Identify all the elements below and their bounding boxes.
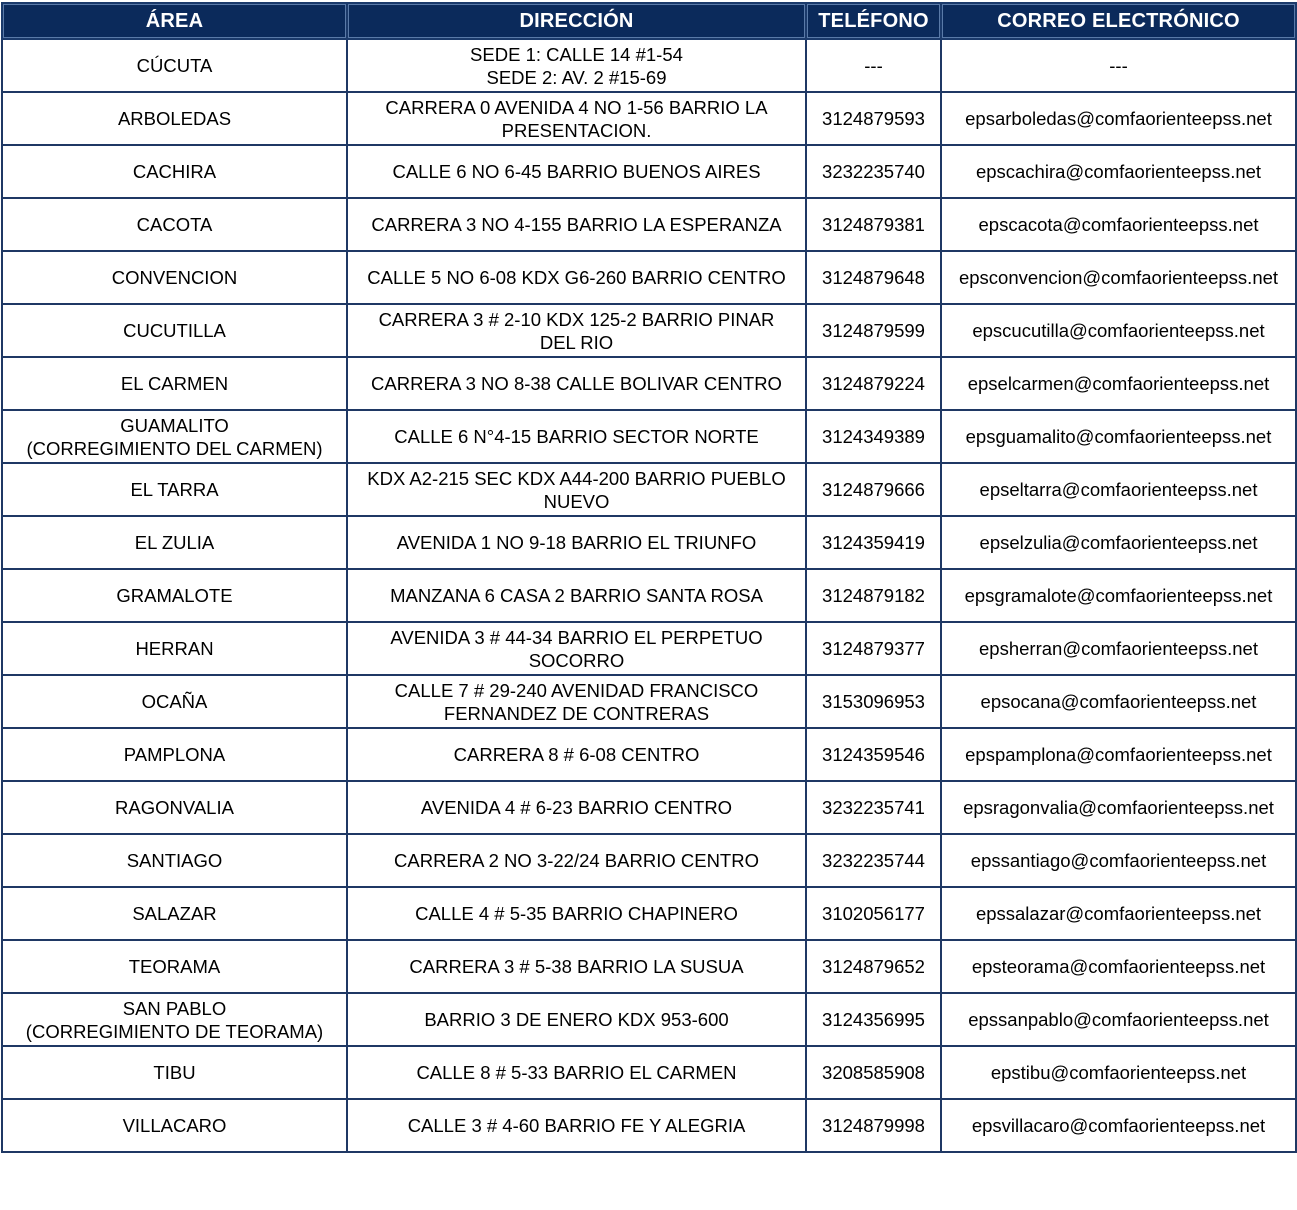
table-row: [2, 940, 1296, 993]
direccion-cell: [347, 993, 806, 1046]
direccion-cell: [347, 834, 806, 887]
area-cell-line: CUCUTILLA: [123, 320, 226, 341]
table-row: [2, 39, 1296, 92]
direccion-cell: [347, 622, 806, 675]
table-row: [2, 993, 1296, 1046]
table-row: [2, 304, 1296, 357]
table-row: [2, 251, 1296, 304]
direccion-cell-line: SEDE 2: AV. 2 #15-69: [486, 66, 667, 88]
direccion-cell-line: CARRERA 3 NO 4-155 BARRIO LA ESPERANZA: [371, 214, 782, 235]
area-cell: [2, 1046, 347, 1099]
table-header: [2, 3, 1296, 39]
area-cell-line: OCAÑA: [141, 691, 208, 712]
direccion-cell-line: CARRERA 0 AVENIDA 4 NO 1-56 BARRIO LA: [385, 96, 768, 118]
telefono-cell: 3102056177: [806, 887, 941, 940]
correo-cell[interactable]: epssantiago@comfaorienteepss.net: [941, 834, 1296, 887]
direccion-cell: [347, 569, 806, 622]
correo-cell[interactable]: epsragonvalia@comfaorienteepss.net: [941, 781, 1296, 834]
telefono-cell: 3232235740: [806, 145, 941, 198]
table-row: [2, 728, 1296, 781]
area-cell-line: RAGONVALIA: [115, 797, 234, 818]
direccion-cell-line: CALLE 5 NO 6-08 KDX G6-260 BARRIO CENTRO: [367, 267, 786, 288]
correo-cell[interactable]: epsconvencion@comfaorienteepss.net: [941, 251, 1296, 304]
telefono-cell: ---: [806, 39, 941, 92]
direccion-cell-line: AVENIDA 4 # 6-23 BARRIO CENTRO: [420, 797, 733, 818]
area-cell: [2, 516, 347, 569]
correo-cell: ---: [941, 39, 1296, 92]
direccion-cell-line: NUEVO: [543, 490, 610, 512]
telefono-cell: 3124349389: [806, 410, 941, 463]
direccion-cell-line: SEDE 1: CALLE 14 #1-54: [470, 43, 683, 65]
correo-cell[interactable]: epsocana@comfaorienteepss.net: [941, 675, 1296, 728]
direccion-cell: [347, 357, 806, 410]
direccion-cell-line: CARRERA 3 # 5-38 BARRIO LA SUSUA: [409, 956, 744, 977]
table-row: [2, 463, 1296, 516]
area-cell-line: SANTIAGO: [126, 850, 223, 871]
correo-cell[interactable]: epselcarmen@comfaorienteepss.net: [941, 357, 1296, 410]
direccion-cell-line: CARRERA 2 NO 3-22/24 BARRIO CENTRO: [394, 850, 759, 871]
area-cell-line: SAN PABLO: [122, 997, 227, 1019]
telefono-cell: 3124879998: [806, 1099, 941, 1152]
table-row: [2, 1046, 1296, 1099]
direccion-cell: [347, 92, 806, 145]
direccion-cell: [347, 1046, 806, 1099]
direccion-cell: [347, 410, 806, 463]
correo-cell[interactable]: epssalazar@comfaorienteepss.net: [941, 887, 1296, 940]
area-cell: [2, 834, 347, 887]
area-cell: [2, 781, 347, 834]
telefono-cell: 3124879381: [806, 198, 941, 251]
area-cell: [2, 304, 347, 357]
direccion-cell-line: MANZANA 6 CASA 2 BARRIO SANTA ROSA: [390, 585, 763, 606]
area-cell: [2, 463, 347, 516]
telefono-cell: 3124879666: [806, 463, 941, 516]
table-row: [2, 834, 1296, 887]
direccion-cell-line: CALLE 6 NO 6-45 BARRIO BUENOS AIRES: [392, 161, 761, 182]
correo-cell[interactable]: epsherran@comfaorienteepss.net: [941, 622, 1296, 675]
area-cell: [2, 1099, 347, 1152]
area-cell-line: ARBOLEDAS: [117, 108, 232, 129]
direccion-cell-line: AVENIDA 1 NO 9-18 BARRIO EL TRIUNFO: [396, 532, 757, 553]
direccion-cell: [347, 781, 806, 834]
telefono-cell: 3124356995: [806, 993, 941, 1046]
telefono-cell: 3153096953: [806, 675, 941, 728]
direccion-cell-line: FERNANDEZ DE CONTRERAS: [443, 702, 710, 724]
header-area: ÁREA: [2, 3, 347, 39]
direccion-cell-line: CALLE 4 # 5-35 BARRIO CHAPINERO: [415, 903, 738, 924]
area-cell-line: GUAMALITO: [120, 414, 229, 436]
area-cell-line: TIBU: [153, 1062, 196, 1083]
direccion-cell-line: DEL RIO: [539, 331, 614, 353]
direccion-cell-line: CALLE 6 N°4-15 BARRIO SECTOR NORTE: [394, 426, 759, 447]
direccion-cell-line: KDX A2-215 SEC KDX A44-200 BARRIO PUEBLO: [367, 467, 786, 489]
table-row: [2, 198, 1296, 251]
telefono-cell: 3232235741: [806, 781, 941, 834]
area-cell-line: EL TARRA: [130, 479, 219, 500]
telefono-cell: 3124879599: [806, 304, 941, 357]
telefono-cell: 3232235744: [806, 834, 941, 887]
correo-cell[interactable]: epseltarra@comfaorienteepss.net: [941, 463, 1296, 516]
direccion-cell: [347, 940, 806, 993]
correo-cell[interactable]: epscucutilla@comfaorienteepss.net: [941, 304, 1296, 357]
direccion-cell: [347, 675, 806, 728]
area-cell-line: GRAMALOTE: [116, 585, 233, 606]
telefono-cell: 3124359546: [806, 728, 941, 781]
correo-cell[interactable]: epsgramalote@comfaorienteepss.net: [941, 569, 1296, 622]
area-cell: [2, 198, 347, 251]
area-cell: [2, 92, 347, 145]
header-row: [2, 3, 1296, 39]
direccion-cell: [347, 198, 806, 251]
contacts-table: [1, 2, 1297, 1153]
area-cell-line: HERRAN: [135, 638, 214, 659]
area-cell-line: CÚCUTA: [136, 55, 213, 76]
table-body: [2, 39, 1296, 1152]
area-cell-line: EL ZULIA: [134, 532, 215, 553]
direccion-cell-line: AVENIDA 3 # 44-34 BARRIO EL PERPETUO: [390, 626, 763, 648]
table-row: [2, 675, 1296, 728]
table-row: [2, 410, 1296, 463]
telefono-cell: 3124879593: [806, 92, 941, 145]
table-row: [2, 569, 1296, 622]
area-cell-line: CACHIRA: [132, 161, 217, 182]
table-row: [2, 887, 1296, 940]
correo-cell[interactable]: epsvillacaro@comfaorienteepss.net: [941, 1099, 1296, 1152]
correo-cell[interactable]: epspamplona@comfaorienteepss.net: [941, 728, 1296, 781]
telefono-cell: 3124879652: [806, 940, 941, 993]
area-cell: [2, 887, 347, 940]
table-row: [2, 516, 1296, 569]
area-cell-line: (CORREGIMIENTO DEL CARMEN): [26, 437, 323, 459]
direccion-cell: [347, 463, 806, 516]
correo-cell[interactable]: epselzulia@comfaorienteepss.net: [941, 516, 1296, 569]
area-cell: [2, 675, 347, 728]
area-cell: [2, 940, 347, 993]
area-cell: [2, 39, 347, 92]
table-row: [2, 92, 1296, 145]
telefono-cell: 3124359419: [806, 516, 941, 569]
area-cell: [2, 622, 347, 675]
area-cell: [2, 569, 347, 622]
direccion-cell: [347, 145, 806, 198]
area-cell: [2, 145, 347, 198]
correo-cell[interactable]: epscachira@comfaorienteepss.net: [941, 145, 1296, 198]
table-row: [2, 357, 1296, 410]
area-cell-line: CACOTA: [136, 214, 213, 235]
area-cell-line: CONVENCION: [111, 267, 238, 288]
area-cell-line: PAMPLONA: [123, 744, 226, 765]
area-cell: [2, 251, 347, 304]
area-cell-line: SALAZAR: [132, 903, 217, 924]
area-cell: [2, 993, 347, 1046]
table-row: [2, 781, 1296, 834]
direccion-cell: [347, 1099, 806, 1152]
direccion-cell-line: CALLE 8 # 5-33 BARRIO EL CARMEN: [416, 1062, 737, 1083]
area-cell: [2, 357, 347, 410]
table-row: [2, 622, 1296, 675]
direccion-cell-line: SOCORRO: [528, 649, 625, 671]
telefono-cell: 3124879377: [806, 622, 941, 675]
direccion-cell-line: CARRERA 3 NO 8-38 CALLE BOLIVAR CENTRO: [371, 373, 782, 394]
correo-cell[interactable]: epsarboledas@comfaorienteepss.net: [941, 92, 1296, 145]
correo-cell[interactable]: epsguamalito@comfaorienteepss.net: [941, 410, 1296, 463]
direccion-cell: [347, 251, 806, 304]
header-direccion: DIRECCIÓN: [347, 3, 806, 39]
correo-cell[interactable]: epssanpablo@comfaorienteepss.net: [941, 993, 1296, 1046]
area-cell-line: VILLACARO: [122, 1115, 227, 1136]
area-cell: [2, 410, 347, 463]
direccion-cell-line: CALLE 7 # 29-240 AVENIDAD FRANCISCO: [394, 679, 759, 701]
direccion-cell-line: CARRERA 8 # 6-08 CENTRO: [453, 744, 700, 765]
header-correo: CORREO ELECTRÓNICO: [941, 3, 1296, 39]
correo-cell[interactable]: epstibu@comfaorienteepss.net: [941, 1046, 1296, 1099]
direccion-cell-line: CARRERA 3 # 2-10 KDX 125-2 BARRIO PINAR: [378, 308, 775, 330]
direccion-cell: [347, 39, 806, 92]
direccion-cell: [347, 304, 806, 357]
telefono-cell: 3124879224: [806, 357, 941, 410]
area-cell-line: (CORREGIMIENTO DE TEORAMA): [25, 1020, 324, 1042]
direccion-cell-line: PRESENTACION.: [501, 119, 652, 141]
direccion-cell-line: BARRIO 3 DE ENERO KDX 953-600: [424, 1009, 729, 1030]
telefono-cell: 3124879182: [806, 569, 941, 622]
table-row: [2, 1099, 1296, 1152]
direccion-cell-line: CALLE 3 # 4-60 BARRIO FE Y ALEGRIA: [407, 1115, 746, 1136]
correo-cell[interactable]: epsteorama@comfaorienteepss.net: [941, 940, 1296, 993]
header-telefono: TELÉFONO: [806, 3, 941, 39]
direccion-cell: [347, 516, 806, 569]
correo-cell[interactable]: epscacota@comfaorienteepss.net: [941, 198, 1296, 251]
telefono-cell: 3124879648: [806, 251, 941, 304]
table-row: [2, 145, 1296, 198]
direccion-cell: [347, 887, 806, 940]
direccion-cell: [347, 728, 806, 781]
area-cell-line: EL CARMEN: [120, 373, 229, 394]
area-cell: [2, 728, 347, 781]
area-cell-line: TEORAMA: [128, 956, 221, 977]
telefono-cell: 3208585908: [806, 1046, 941, 1099]
